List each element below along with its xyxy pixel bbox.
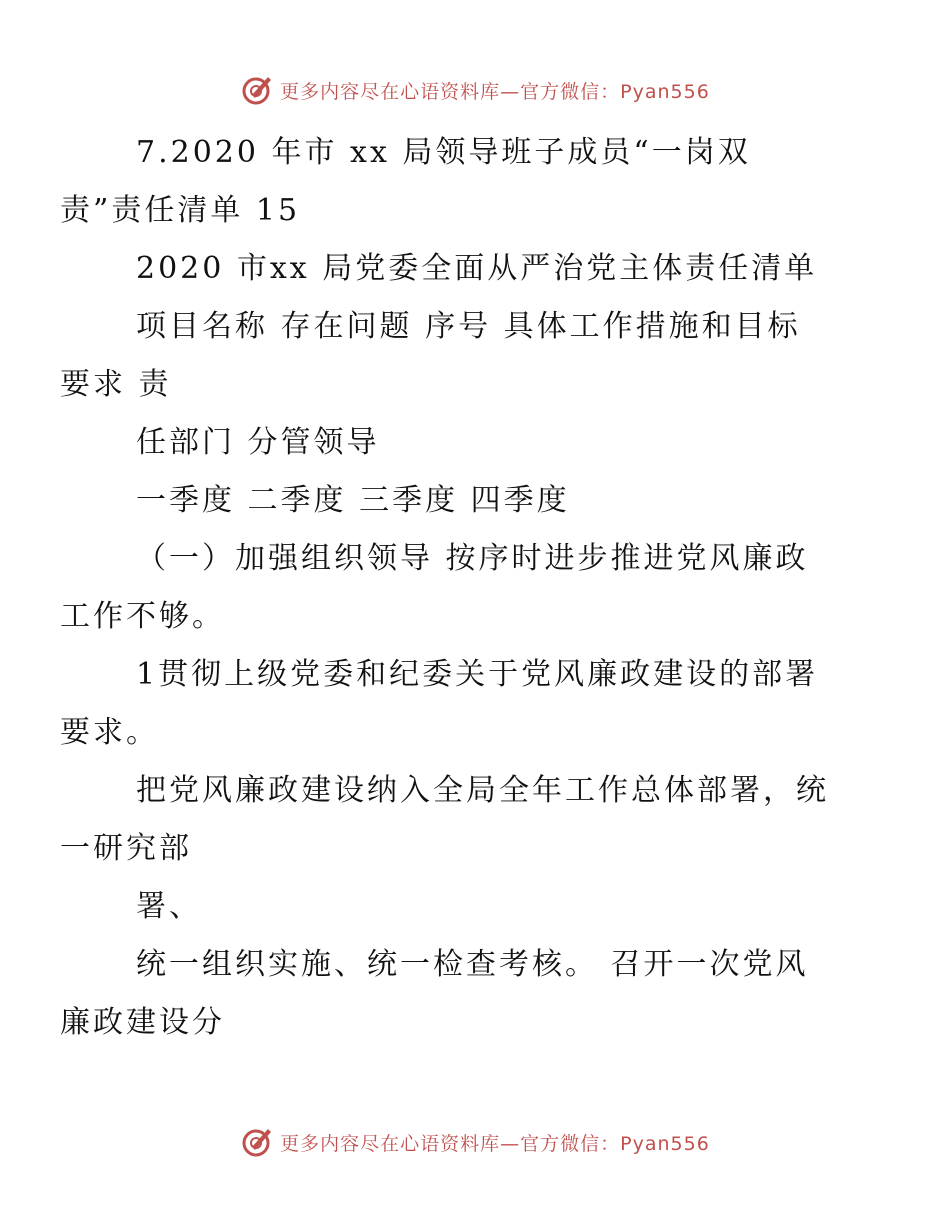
text-line: 7.2020 年市 xx 局领导班子成员“一岗双 bbox=[136, 135, 751, 170]
pen-logo-icon bbox=[240, 73, 274, 107]
text-line: 要求 责 bbox=[60, 367, 172, 402]
text-line: 一研究部 bbox=[60, 831, 192, 866]
text-line: 任部门 分管领导 bbox=[136, 425, 380, 460]
text-line: 2020 市xx 局党委全面从严治党主体责任清单 bbox=[136, 251, 818, 286]
text-line: 项目名称 存在问题 序号 具体工作措施和目标 bbox=[136, 309, 801, 344]
paragraph bbox=[98, 414, 858, 472]
paragraph bbox=[60, 646, 858, 762]
watermark-text: 更多内容尽在心语资料库—官方微信：Pyan556 bbox=[280, 80, 710, 103]
text-line: 把党风廉政建设纳入全局全年工作总体部署，统 bbox=[136, 773, 829, 808]
text-line: 廉政建设分 bbox=[60, 1005, 225, 1040]
paragraph bbox=[60, 298, 858, 414]
text-line: 责”责任清单 15 bbox=[60, 193, 301, 228]
watermark-text: 更多内容尽在心语资料库—官方微信：Pyan556 bbox=[280, 1132, 710, 1155]
paragraph bbox=[98, 240, 858, 298]
footer-watermark bbox=[0, 1124, 950, 1160]
header-watermark bbox=[0, 72, 950, 108]
paragraph bbox=[60, 762, 858, 878]
text-line: 工作不够。 bbox=[60, 599, 225, 634]
text-line: 一季度 二季度 三季度 四季度 bbox=[136, 483, 570, 518]
document-body bbox=[60, 124, 858, 1052]
text-line: 要求。 bbox=[60, 715, 159, 750]
text-line: 1贯彻上级党委和纪委关于党风廉政建设的部署 bbox=[136, 657, 819, 692]
paragraph bbox=[60, 936, 858, 1052]
paragraph bbox=[98, 472, 858, 530]
text-line: 统一组织实施、统一检查考核。 召开一次党风 bbox=[136, 947, 809, 982]
paragraph bbox=[60, 530, 858, 646]
text-line: 署、 bbox=[136, 889, 202, 924]
paragraph bbox=[60, 124, 858, 240]
pen-logo-icon bbox=[240, 1125, 274, 1159]
text-line: （一）加强组织领导 按序时进步推进党风廉政 bbox=[136, 541, 809, 576]
paragraph bbox=[98, 878, 858, 936]
